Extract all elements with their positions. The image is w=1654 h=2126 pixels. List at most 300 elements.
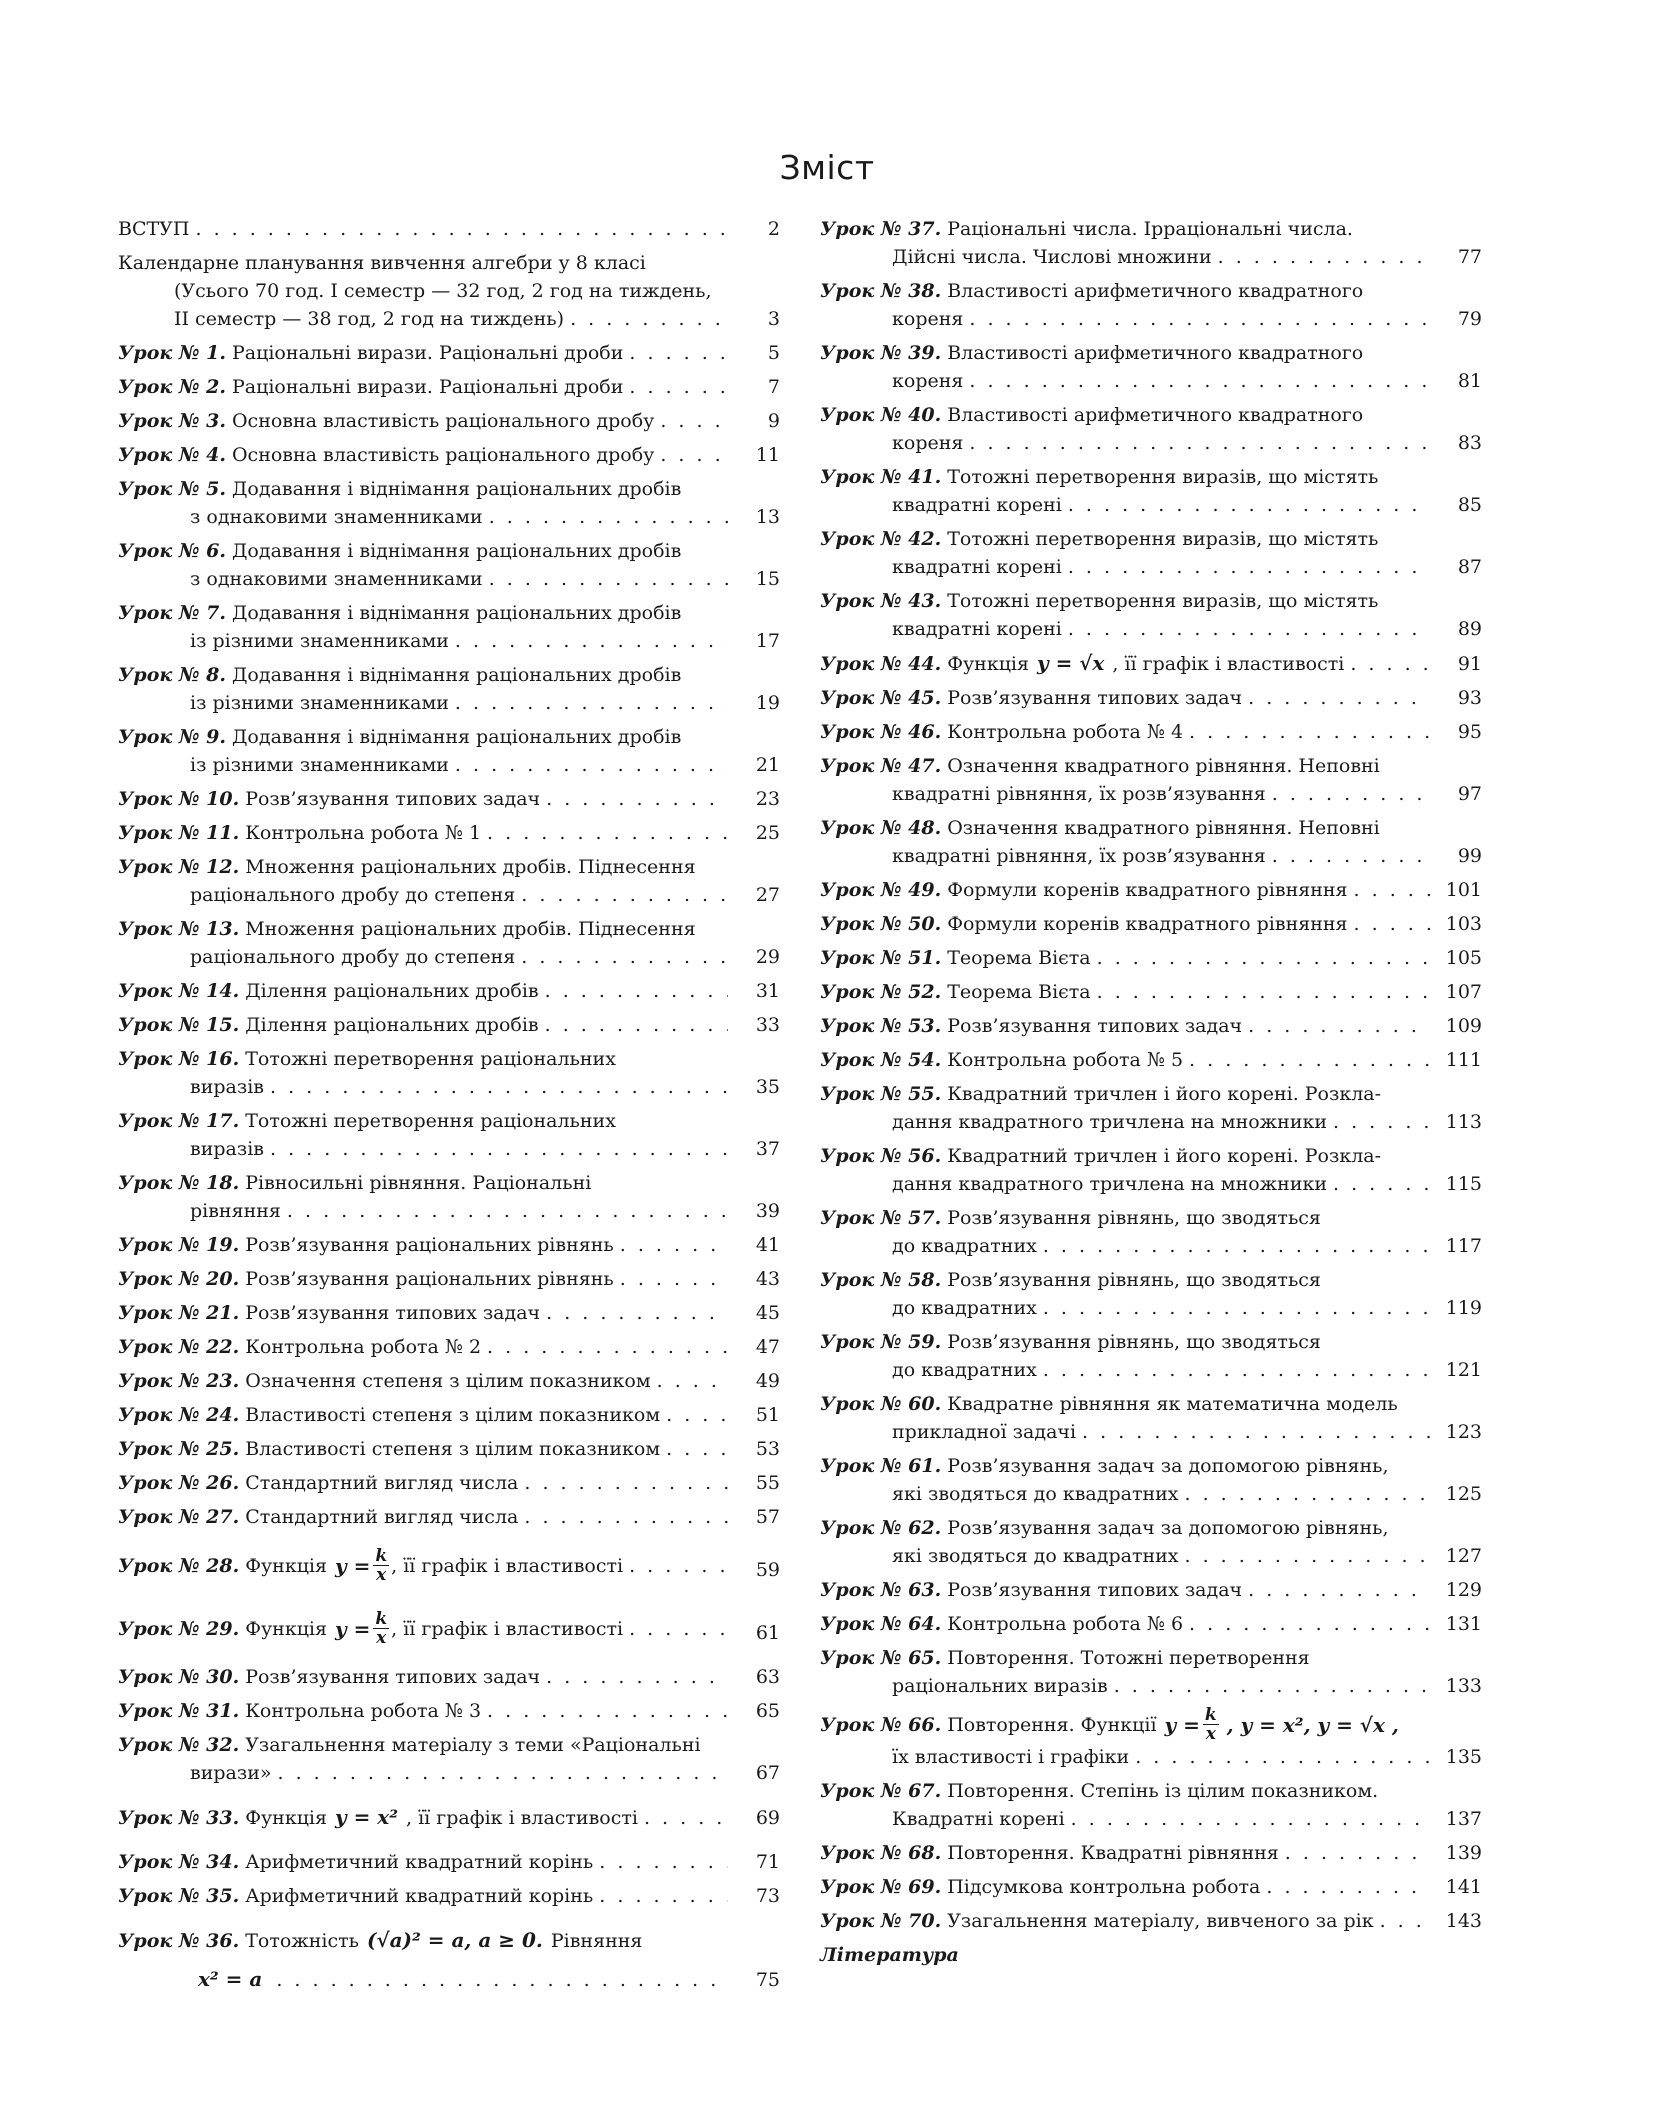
leader-dots	[1114, 1672, 1430, 1700]
leader-dots	[1082, 1418, 1430, 1446]
toc-entry-lesson-18[interactable]	[118, 1169, 780, 1225]
toc-entry-calendar[interactable]	[118, 249, 780, 333]
toc-page-number: 103	[1445, 913, 1482, 935]
toc-entry-title: Основна властивість раціонального дробу	[231, 444, 655, 466]
toc-entry-lesson-30[interactable]	[118, 1663, 780, 1691]
toc-entry-title-cont: які зводяться до квадратних	[892, 1545, 1179, 1567]
toc-page-number: 125	[1445, 1483, 1482, 1505]
toc-entry-lesson-23[interactable]	[118, 1367, 780, 1395]
toc-page-number: 15	[755, 568, 780, 590]
leader-dots	[969, 367, 1430, 395]
lesson-number: Урок № 41.	[820, 466, 942, 488]
lesson-number: Урок № 69.	[820, 1876, 942, 1898]
toc-page-number: 75	[755, 1969, 780, 1991]
toc-page-number: 143	[1445, 1910, 1482, 1932]
toc-entry-title: Контрольна робота № 2	[245, 1336, 482, 1358]
toc-page-number: 7	[767, 376, 780, 398]
toc-page-number: 93	[1457, 687, 1482, 709]
toc-entry-lesson-12[interactable]	[118, 853, 780, 909]
toc-right-column	[820, 215, 1482, 1969]
leader-dots	[546, 1663, 728, 1691]
fraction: $\frac{k}{x}$	[1204, 1705, 1217, 1744]
toc-entry-title: Множення раціональних дробів. Піднесення	[245, 856, 696, 878]
toc-entry-lesson-68[interactable]	[820, 1839, 1482, 1867]
toc-entry-title-cont: (Усього 70 год. І семестр — 32 год, 2 год на тиждень,	[174, 280, 712, 302]
lesson-number: Урок № 1.	[118, 342, 226, 364]
toc-entry-lesson-59[interactable]	[820, 1328, 1482, 1384]
toc-page-number: 141	[1445, 1876, 1482, 1898]
lesson-number: Урок № 17.	[118, 1110, 240, 1132]
lesson-number: Урок № 16.	[118, 1048, 240, 1070]
toc-entry-lesson-47[interactable]	[820, 752, 1482, 808]
toc-entry-lesson-26[interactable]	[118, 1469, 780, 1497]
toc-entry-lesson-15[interactable]	[118, 1011, 780, 1039]
leader-dots	[521, 881, 728, 909]
toc-page-number: 2	[767, 218, 780, 240]
leader-dots	[1218, 243, 1430, 271]
toc-entry-lesson-65[interactable]	[820, 1644, 1482, 1700]
leader-dots	[1354, 910, 1430, 938]
toc-entry-title-cont: квадратні корені	[892, 494, 1062, 516]
toc-entry-lesson-69[interactable]	[820, 1873, 1482, 1901]
toc-entry-lesson-67[interactable]	[820, 1777, 1482, 1833]
toc-entry-title: Теорема Вієта	[947, 981, 1091, 1003]
toc-entry-title-cont: раціонального дробу до степеня	[190, 946, 516, 968]
toc-entry-title-cont: із різними знаменниками	[190, 692, 449, 714]
lesson-number: Урок № 67.	[820, 1780, 942, 1802]
toc-entry-lesson-7[interactable]	[118, 599, 780, 655]
toc-entry-title: Арифметичний квадратний корінь	[245, 1851, 594, 1873]
toc-entry-title: Розв’язування типових задач	[947, 1579, 1243, 1601]
toc-entry-title: ВСТУП	[118, 218, 190, 240]
toc-entry-lesson-16[interactable]	[118, 1045, 780, 1101]
lesson-number: Урок № 21.	[118, 1302, 240, 1324]
lesson-number: Урок № 27.	[118, 1506, 240, 1528]
leader-dots	[524, 1503, 728, 1531]
toc-page-number: 81	[1457, 370, 1482, 392]
toc-entry-lesson-2[interactable]	[118, 373, 780, 401]
lesson-number: Урок № 2.	[118, 376, 226, 398]
leader-dots	[487, 1697, 728, 1725]
lesson-number: Урок № 59.	[820, 1331, 942, 1353]
toc-page-number: 111	[1445, 1049, 1482, 1071]
toc-entry-lesson-5[interactable]	[118, 475, 780, 531]
leader-dots	[1135, 1743, 1430, 1771]
toc-entry-lesson-11[interactable]	[118, 819, 780, 847]
toc-entry-title: Раціональні вирази. Раціональні дроби	[231, 376, 624, 398]
toc-entry-title-cont: вирази»	[190, 1762, 272, 1784]
leader-dots	[969, 429, 1430, 457]
toc-entry-title-cont: кореня	[892, 308, 964, 330]
toc-entry-lesson-63[interactable]	[820, 1576, 1482, 1604]
toc-entry-lesson-35[interactable]	[118, 1882, 780, 1910]
toc-entry-title-cont: Дійсні числа. Числові множини	[892, 246, 1212, 268]
toc-page-number: 65	[755, 1700, 780, 1722]
toc-page-number: 5	[767, 342, 780, 364]
leader-dots	[660, 407, 728, 435]
toc-entry-title: Означення степеня з цілим показником	[245, 1370, 651, 1392]
literature-link[interactable]: Література	[820, 1944, 959, 1966]
toc-entry-lesson-32[interactable]	[118, 1731, 780, 1787]
toc-entry-title-cont: ІІ семестр — 38 год, 2 год на тиждень)	[174, 308, 565, 330]
toc-entry-title: Повторення. Тотожні перетворення	[947, 1647, 1310, 1669]
leader-dots	[1097, 978, 1430, 1006]
toc-entry-lesson-43[interactable]	[820, 587, 1482, 643]
lesson-number: Урок № 18.	[118, 1172, 240, 1194]
leader-dots	[1354, 876, 1430, 904]
toc-page-number: 3	[767, 308, 780, 330]
toc-page-number: 121	[1445, 1359, 1482, 1381]
toc-entry-title: Означення квадратного рівняння. Неповні	[947, 755, 1380, 777]
toc-entry-title: Контрольна робота № 3	[245, 1700, 482, 1722]
formula: (√a)² = a, a ≥ 0.	[366, 1928, 543, 1952]
toc-entry-title-cont: які зводяться до квадратних	[892, 1483, 1179, 1505]
lesson-number: Урок № 13.	[118, 918, 240, 940]
toc-entry-title: Розв’язування рівнянь, що зводяться	[947, 1269, 1321, 1291]
toc-entry-title: Стандартний вигляд числа	[245, 1472, 519, 1494]
toc-entry-lesson-40[interactable]	[820, 401, 1482, 457]
toc-page-number: 87	[1457, 556, 1482, 578]
toc-entry-title-cont: раціонального дробу до степеня	[190, 884, 516, 906]
lesson-number: Урок № 30.	[118, 1666, 240, 1688]
toc-entry-lesson-36[interactable]: Урок № 36. Тотожність (√a)² = a, a ≥ 0. Рівняння x² = a . . . 75	[118, 1916, 780, 2004]
fraction: $\frac{k}{x}$	[375, 1546, 388, 1585]
toc-page-number: 107	[1445, 981, 1482, 1003]
leader-dots	[1272, 842, 1430, 870]
toc-page-number: 31	[755, 980, 780, 1002]
toc-page-number: 91	[1457, 653, 1482, 675]
toc-entry-intro[interactable]	[118, 215, 780, 243]
toc-page-number: 133	[1445, 1675, 1482, 1697]
toc-entry-lesson-10[interactable]	[118, 785, 780, 813]
toc-entry-title: Узагальнення матеріалу з теми «Раціональні	[245, 1734, 701, 1756]
leader-dots	[629, 1552, 728, 1580]
toc-entry-title: Розв’язування раціональних рівнянь	[245, 1268, 614, 1290]
leader-dots	[1272, 780, 1430, 808]
toc-entry-lesson-57[interactable]	[820, 1204, 1482, 1260]
toc-entry-title: Квадратне рівняння як математична модель	[947, 1393, 1398, 1415]
toc-page-number: 27	[755, 884, 780, 906]
lesson-number: Урок № 5.	[118, 478, 226, 500]
lesson-number: Урок № 22.	[118, 1336, 240, 1358]
toc-entry-title: Арифметичний квадратний корінь	[245, 1885, 594, 1907]
toc-page-number: 115	[1445, 1173, 1482, 1195]
toc-page-number: 43	[755, 1268, 780, 1290]
toc-page-number: 77	[1457, 246, 1482, 268]
lesson-number: Урок № 46.	[820, 721, 942, 743]
toc-entry-title: Раціональні вирази. Раціональні дроби	[231, 342, 624, 364]
lesson-number: Урок № 43.	[820, 590, 942, 612]
toc-entry-title: Додавання і віднімання раціональних дробів	[231, 602, 682, 624]
leader-dots	[1071, 1805, 1430, 1833]
toc-entry-lesson-22[interactable]	[118, 1333, 780, 1361]
toc-entry-title: Розв’язування типових задач	[245, 1666, 541, 1688]
toc-entry-title-cont: до квадратних	[892, 1235, 1037, 1257]
toc-entry-lesson-21[interactable]	[118, 1299, 780, 1327]
formula: y = x²	[334, 1805, 398, 1829]
lesson-number: Урок № 51.	[820, 947, 942, 969]
toc-entry-title: Розв’язування раціональних рівнянь	[245, 1234, 614, 1256]
leader-dots	[620, 1265, 728, 1293]
toc-entry-title: Основна властивість раціонального дробу	[231, 410, 655, 432]
toc-entry-title: Додавання і віднімання раціональних дробів	[231, 478, 682, 500]
toc-entry-title-cont: із різними знаменниками	[190, 630, 449, 652]
toc-entry-title: Властивості арифметичного квадратного	[947, 342, 1364, 364]
lesson-number: Урок № 50.	[820, 913, 942, 935]
formula: , y = x², y = √x ,	[1226, 1712, 1399, 1737]
toc-entry-lesson-33[interactable]: Урок № 33. Функція y = x² , її графік і властивості . . . 69	[118, 1793, 780, 1842]
leader-dots	[1068, 553, 1430, 581]
toc-entry-lesson-29[interactable]: Урок № 29. Функція y = $\frac{k}{x}$ , її графік і властивості . . . 61	[118, 1600, 780, 1657]
lesson-number: Урок № 64.	[820, 1613, 942, 1635]
lesson-number: Урок № 47.	[820, 755, 942, 777]
toc-entry-lesson-28[interactable]: Урок № 28. Функція y = $\frac{k}{x}$ , її графік і властивості . . . 59	[118, 1537, 780, 1594]
toc-entry-title: Тотожні перетворення виразів, що містять	[947, 528, 1379, 550]
formula: y = √x	[1036, 651, 1105, 675]
toc-entry-title: Контрольна робота № 5	[947, 1049, 1184, 1071]
toc-entry-title: Властивості арифметичного квадратного	[947, 404, 1364, 426]
leader-dots	[644, 1804, 728, 1832]
toc-entry-lesson-6[interactable]	[118, 537, 780, 593]
toc-page-number: 41	[755, 1234, 780, 1256]
toc-entry-lesson-9[interactable]	[118, 723, 780, 779]
toc-entry-lesson-27[interactable]	[118, 1503, 780, 1531]
leader-dots	[1189, 1610, 1430, 1638]
toc-entry-lesson-50[interactable]	[820, 910, 1482, 938]
toc-page-number: 9	[767, 410, 780, 432]
leader-dots	[270, 1073, 728, 1101]
toc-entry-lesson-58[interactable]	[820, 1266, 1482, 1322]
leader-dots	[455, 627, 728, 655]
toc-entry-lesson-13[interactable]	[118, 915, 780, 971]
lesson-number: Урок № 37.	[820, 218, 942, 240]
toc-entry-title-cont: дання квадратного тричлена на множники	[892, 1173, 1328, 1195]
toc-page-number: 73	[755, 1885, 780, 1907]
toc-entry-title: Квадратний тричлен і його корені. Розкла-	[947, 1083, 1382, 1105]
lesson-number: Урок № 52.	[820, 981, 942, 1003]
toc-entry-lesson-8[interactable]	[118, 661, 780, 717]
lesson-number: Урок № 40.	[820, 404, 942, 426]
lesson-number: Урок № 10.	[118, 788, 240, 810]
lesson-number: Урок № 24.	[118, 1404, 240, 1426]
toc-entry-lesson-49[interactable]	[820, 876, 1482, 904]
lesson-number: Урок № 61.	[820, 1455, 942, 1477]
toc-entry-lesson-37[interactable]	[820, 215, 1482, 271]
toc-entry-title-cont: дання квадратного тричлена на множники	[892, 1111, 1328, 1133]
lesson-number: Урок № 58.	[820, 1269, 942, 1291]
toc-page-number: 47	[755, 1336, 780, 1358]
leader-dots	[1043, 1356, 1430, 1384]
toc-entry-title: Розв’язування типових задач	[947, 1015, 1243, 1037]
lesson-number: Урок № 12.	[118, 856, 240, 878]
leader-dots	[524, 1469, 728, 1497]
leader-dots	[489, 565, 728, 593]
toc-entry-lesson-64[interactable]	[820, 1610, 1482, 1638]
toc-entry-lesson-45[interactable]	[820, 684, 1482, 712]
lesson-number: Урок № 36.	[118, 1930, 240, 1952]
toc-entry-title: Розв’язування задач за допомогою рівнянь,	[947, 1455, 1389, 1477]
leader-dots	[1068, 615, 1430, 643]
lesson-number: Урок № 48.	[820, 817, 942, 839]
lesson-number: Урок № 20.	[118, 1268, 240, 1290]
toc-entry-title: Розв’язування типових задач	[245, 1302, 541, 1324]
toc-entry-lesson-41[interactable]	[820, 463, 1482, 519]
toc-entry-lesson-61[interactable]	[820, 1452, 1482, 1508]
leader-dots	[1189, 1046, 1430, 1074]
lesson-number: Урок № 66.	[820, 1713, 942, 1736]
lesson-number: Урок № 7.	[118, 602, 226, 624]
toc-entry-lesson-19[interactable]	[118, 1231, 780, 1259]
lesson-number: Урок № 56.	[820, 1145, 942, 1167]
toc-entry-lesson-3[interactable]	[118, 407, 780, 435]
leader-dots	[287, 1197, 728, 1225]
toc-entry-title: Контрольна робота № 1	[245, 822, 482, 844]
toc-entry-title: Розв’язування задач за допомогою рівнянь,	[947, 1517, 1389, 1539]
toc-entry-title: Множення раціональних дробів. Піднесення	[245, 918, 696, 940]
toc-page-number: 17	[755, 630, 780, 652]
leader-dots	[521, 943, 728, 971]
leader-dots	[629, 339, 728, 367]
toc-entry-lesson-46[interactable]	[820, 718, 1482, 746]
leader-dots	[629, 1615, 728, 1643]
toc-entry-lesson-53[interactable]	[820, 1012, 1482, 1040]
toc-entry-lesson-20[interactable]	[118, 1265, 780, 1293]
leader-dots	[545, 1011, 728, 1039]
leader-dots	[1248, 1576, 1430, 1604]
leader-dots	[1266, 1873, 1430, 1901]
toc-entry-title: Стандартний вигляд числа	[245, 1506, 519, 1528]
leader-dots	[455, 751, 728, 779]
toc-entry-lesson-39[interactable]	[820, 339, 1482, 395]
leader-dots	[455, 689, 728, 717]
leader-dots	[1043, 1232, 1430, 1260]
toc-page-number: 25	[755, 822, 780, 844]
toc-entry-title: Розв’язування рівнянь, що зводяться	[947, 1331, 1321, 1353]
lesson-number: Урок № 60.	[820, 1393, 942, 1415]
lesson-number: Урок № 49.	[820, 879, 942, 901]
toc-entry-lesson-56[interactable]	[820, 1142, 1482, 1198]
toc-entry-title: Тотожні перетворення раціональних	[245, 1048, 616, 1070]
toc-page-number: 63	[755, 1666, 780, 1688]
leader-dots	[620, 1231, 728, 1259]
toc-entry-lesson-17[interactable]	[118, 1107, 780, 1163]
lesson-number: Урок № 15.	[118, 1014, 240, 1036]
toc-entry-title: Узагальнення матеріалу, вивченого за рік	[947, 1910, 1374, 1932]
toc-page-number: 61	[755, 1622, 780, 1644]
toc-entry-title: Теорема Вієта	[947, 947, 1091, 969]
toc-entry-lesson-66[interactable]: Урок № 66. Повторення. Функції y = $\frac{k}{x}$ , y = x², y = √x , їх властивості і графіки . . . 135	[820, 1706, 1482, 1771]
leader-dots	[1248, 1012, 1430, 1040]
lesson-number: Урок № 45.	[820, 687, 942, 709]
fraction: $\frac{k}{x}$	[375, 1609, 388, 1648]
toc-entry-title: Означення квадратного рівняння. Неповні	[947, 817, 1380, 839]
toc-entry-lesson-54[interactable]	[820, 1046, 1482, 1074]
lesson-number: Урок № 31.	[118, 1700, 240, 1722]
lesson-number: Урок № 70.	[820, 1910, 942, 1932]
toc-page-number: 29	[755, 946, 780, 968]
leader-dots	[666, 1401, 728, 1429]
toc-entry-title-cont: квадратні корені	[892, 618, 1062, 640]
toc-entry-lesson-1[interactable]	[118, 339, 780, 367]
toc-entry-lesson-60[interactable]	[820, 1390, 1482, 1446]
toc-entry-title: Тотожні перетворення раціональних	[245, 1110, 616, 1132]
lesson-number: Урок № 3.	[118, 410, 226, 432]
toc-page-number: 71	[755, 1851, 780, 1873]
toc-entry-title-cont: Квадратні корені	[892, 1808, 1065, 1830]
toc-page-number: 85	[1457, 494, 1482, 516]
lesson-number: Урок № 23.	[118, 1370, 240, 1392]
toc-entry-lesson-52[interactable]	[820, 978, 1482, 1006]
page-title: Зміст	[779, 148, 875, 187]
toc-entry-lesson-25[interactable]	[118, 1435, 780, 1463]
toc-entry-lesson-42[interactable]	[820, 525, 1482, 581]
toc-entry-title-cont: виразів	[190, 1076, 264, 1098]
toc-entry-title: Додавання і віднімання раціональних дробів	[231, 726, 682, 748]
toc-page-number: 109	[1445, 1015, 1482, 1037]
toc-page-number: 97	[1457, 783, 1482, 805]
toc-entry-lesson-51[interactable]	[820, 944, 1482, 972]
toc-entry-lesson-44[interactable]: Урок № 44. Функція y = √x , її графік і властивості . . . 91	[820, 649, 1482, 678]
toc-entry-title: Додавання і віднімання раціональних дробів	[231, 540, 682, 562]
toc-page-number: 51	[755, 1404, 780, 1426]
formula: y = $\frac{k}{x}$	[1164, 1705, 1217, 1744]
toc-entry-title: Тотожні перетворення виразів, що містять	[947, 466, 1379, 488]
toc-entry-lesson-48[interactable]	[820, 814, 1482, 870]
toc-entry-title-cont: з однаковими знаменниками	[190, 568, 483, 590]
toc-entry-lesson-55[interactable]	[820, 1080, 1482, 1136]
toc-page-number: 113	[1445, 1111, 1482, 1133]
toc-entry-lesson-14[interactable]	[118, 977, 780, 1005]
toc-entry-lesson-24[interactable]	[118, 1401, 780, 1429]
leader-dots	[666, 1435, 728, 1463]
toc-entry-lesson-70[interactable]	[820, 1907, 1482, 1935]
toc-entry-lesson-62[interactable]	[820, 1514, 1482, 1570]
leader-dots	[278, 1759, 728, 1787]
formula: y = $\frac{k}{x}$	[334, 1609, 388, 1648]
leader-dots	[1333, 1170, 1430, 1198]
toc-page-number: 39	[755, 1200, 780, 1222]
toc-entry-lesson-31[interactable]	[118, 1697, 780, 1725]
toc-entry-lesson-34[interactable]	[118, 1848, 780, 1876]
toc-page-number: 139	[1445, 1842, 1482, 1864]
toc-entry-lesson-4[interactable]	[118, 441, 780, 469]
lesson-number: Урок № 32.	[118, 1734, 240, 1756]
toc-entry-title: Рівносильні рівняння. Раціональні	[245, 1172, 592, 1194]
toc-page-number: 131	[1445, 1613, 1482, 1635]
lesson-number: Урок № 14.	[118, 980, 240, 1002]
formula: x² = a	[198, 1967, 263, 1991]
lesson-number: Урок № 53.	[820, 1015, 942, 1037]
lesson-number: Урок № 38.	[820, 280, 942, 302]
leader-dots	[1068, 491, 1430, 519]
leader-dots	[660, 441, 728, 469]
lesson-number: Урок № 68.	[820, 1842, 942, 1864]
toc-entry-lesson-38[interactable]	[820, 277, 1482, 333]
lesson-number: Урок № 4.	[118, 444, 226, 466]
toc-page-number: 19	[755, 692, 780, 714]
toc-page-number: 79	[1457, 308, 1482, 330]
lesson-number: Урок № 54.	[820, 1049, 942, 1071]
toc-entry-title: Контрольна робота № 4	[947, 721, 1184, 743]
toc-page-number: 11	[755, 444, 780, 466]
lesson-number: Урок № 9.	[118, 726, 226, 748]
toc-entry-title: Властивості арифметичного квадратного	[947, 280, 1364, 302]
toc-entry-title: Тотожні перетворення виразів, що містять	[947, 590, 1379, 612]
leader-dots	[1248, 684, 1430, 712]
lesson-number: Урок № 44.	[820, 653, 942, 675]
leader-dots	[545, 977, 728, 1005]
toc-page-number: 83	[1457, 432, 1482, 454]
